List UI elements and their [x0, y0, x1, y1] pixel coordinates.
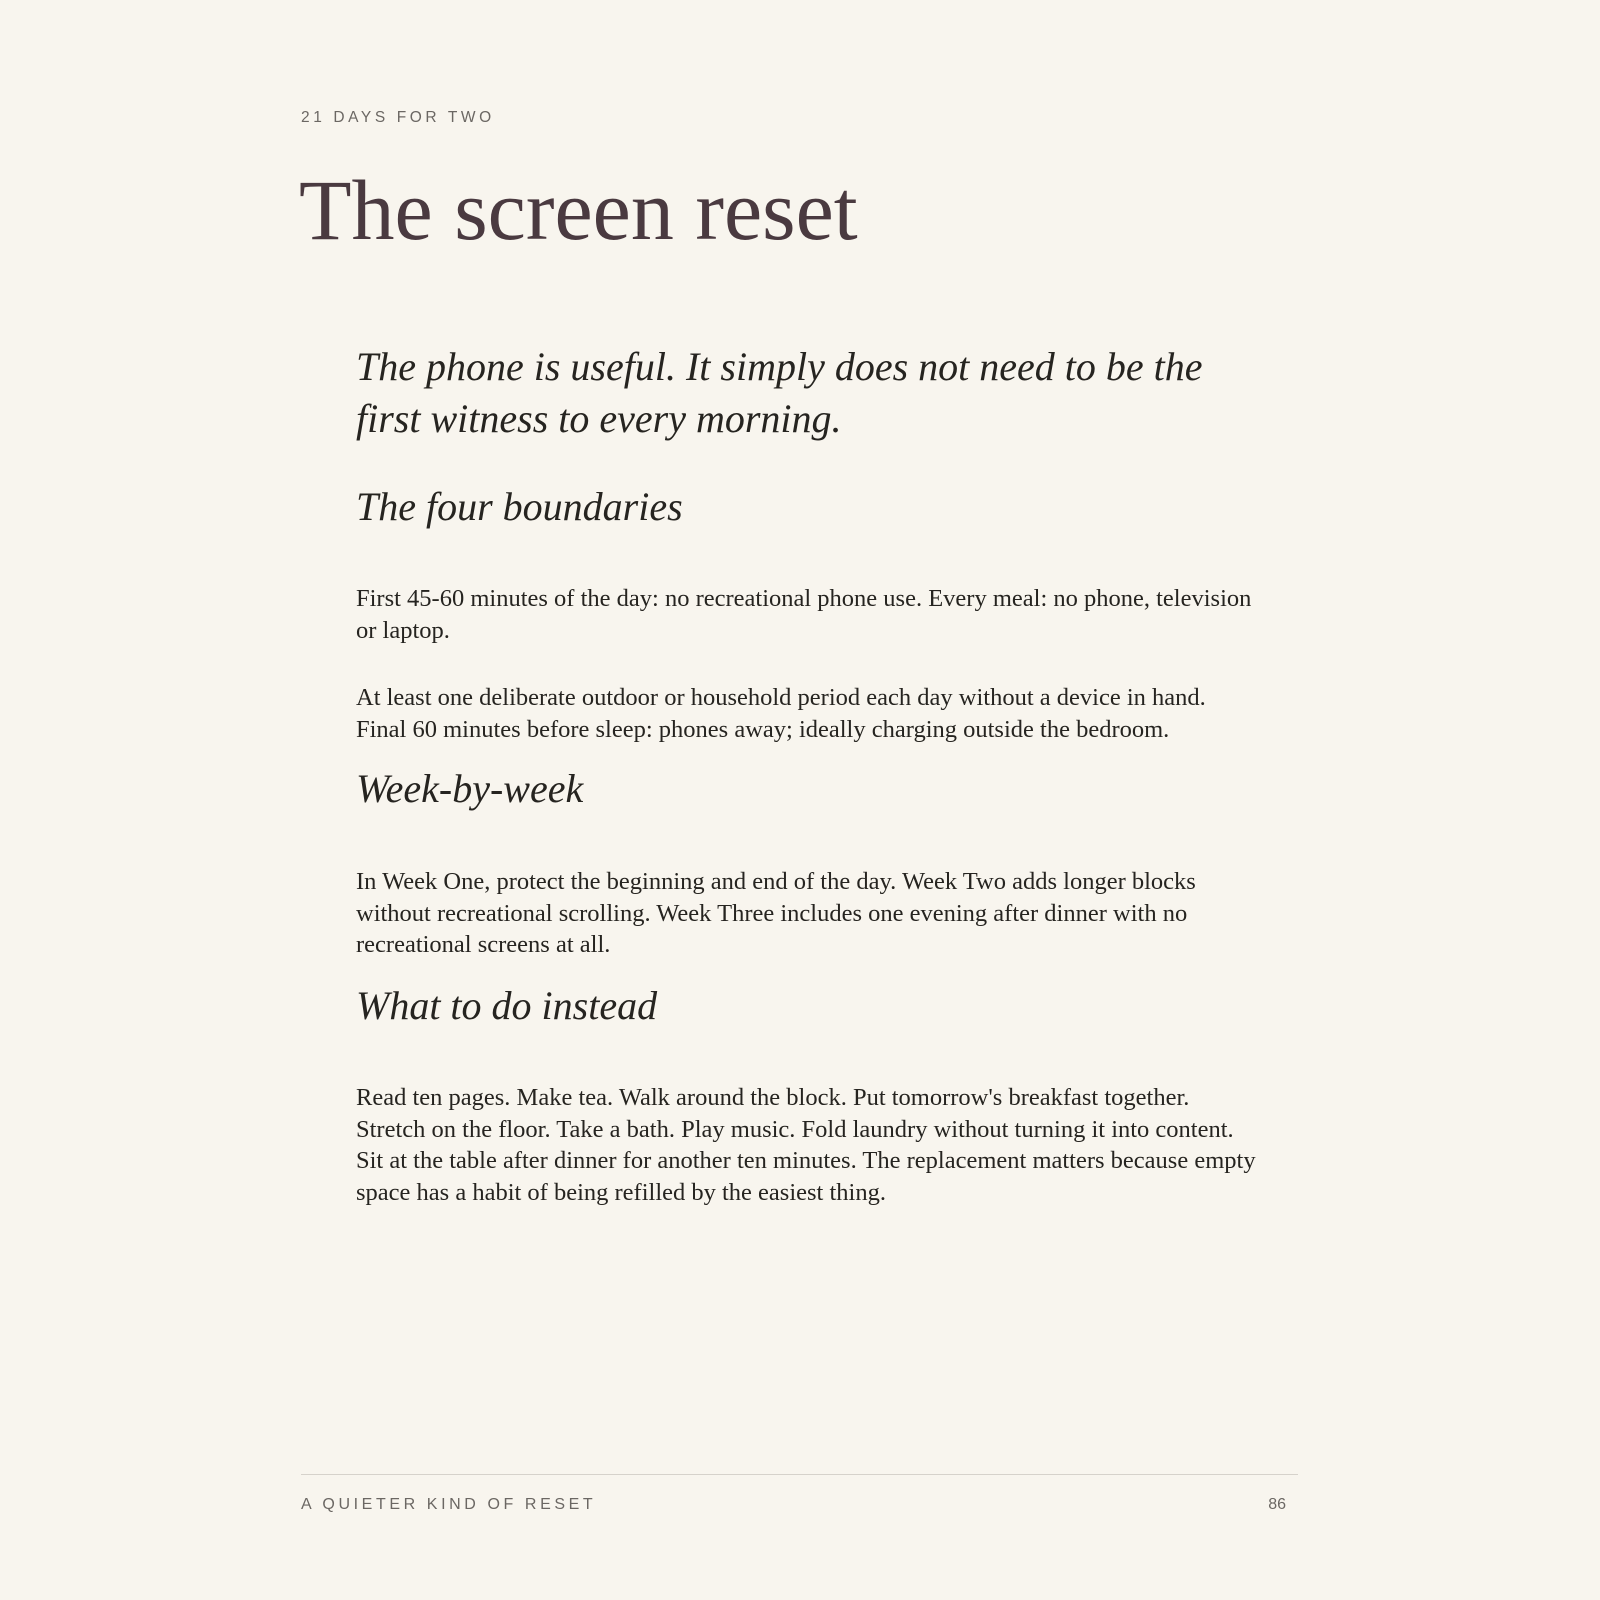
paragraph: First 45-60 minutes of the day: no recreational phone use. Every meal: no phone, television or laptop.: [356, 585, 1252, 644]
page-number: 86: [1268, 1496, 1286, 1513]
running-head: 21 DAYS FOR TWO: [301, 109, 495, 126]
paragraph: At least one deliberate outdoor or household period each day without a device in hand. Final 60 minutes before sleep: phones away; ideally charging outside the bedroom.: [356, 684, 1206, 743]
footer-rule: [301, 1474, 1298, 1475]
page-title: The screen reset: [299, 162, 858, 258]
section-heading-four-boundaries: The four boundaries: [356, 484, 683, 529]
paragraph: In Week One, protect the beginning and end of the day. Week Two adds longer blocks without recreational scrolling. Week Three includes one evening after dinner with no recreational screens at all.: [356, 868, 1196, 959]
section-heading-what-to-do-instead: What to do instead: [356, 983, 658, 1028]
footer-book-title: A QUIETER KIND OF RESET: [301, 1496, 597, 1513]
paragraph: Read ten pages. Make tea. Walk around the block. Put tomorrow's breakfast together. Stretch on the floor. Take a bath. Play music. Fold laundry without turning it into content. Sit at the table after dinner for another ten minutes. The replacement matters because empty space has a habit of being refilled by the easiest thing.: [356, 1084, 1256, 1207]
pull-quote: The phone is useful. It simply does not need to be the first witness to every morning.: [356, 344, 1203, 441]
section-heading-week-by-week: Week-by-week: [356, 766, 584, 811]
